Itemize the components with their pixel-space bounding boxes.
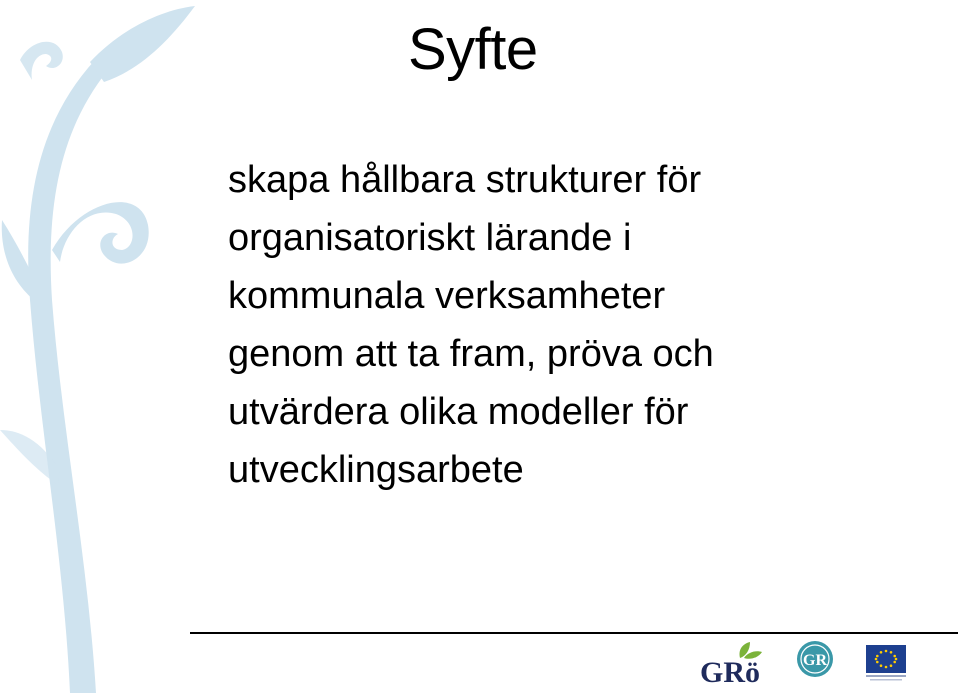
eu-flag-logo xyxy=(866,643,906,683)
gro-logo xyxy=(700,640,766,686)
gr-logo xyxy=(796,640,834,678)
body-line: utvecklingsarbete xyxy=(228,449,524,491)
body-line: kommunala verksamheter xyxy=(228,275,666,317)
svg-text:GRö: GRö xyxy=(700,656,760,686)
slide-title: Syfte xyxy=(408,17,538,82)
plant-decoration-icon xyxy=(0,0,200,693)
body-line: skapa hållbara strukturer för xyxy=(228,159,702,201)
body-line: utvärdera olika modeller för xyxy=(228,391,689,433)
body-line: genom att ta fram, pröva och xyxy=(228,333,714,375)
slide-body xyxy=(228,151,714,499)
svg-text:GR: GR xyxy=(803,652,827,669)
body-line: organisatoriskt lärande i xyxy=(228,217,632,259)
footer-divider xyxy=(190,632,958,634)
